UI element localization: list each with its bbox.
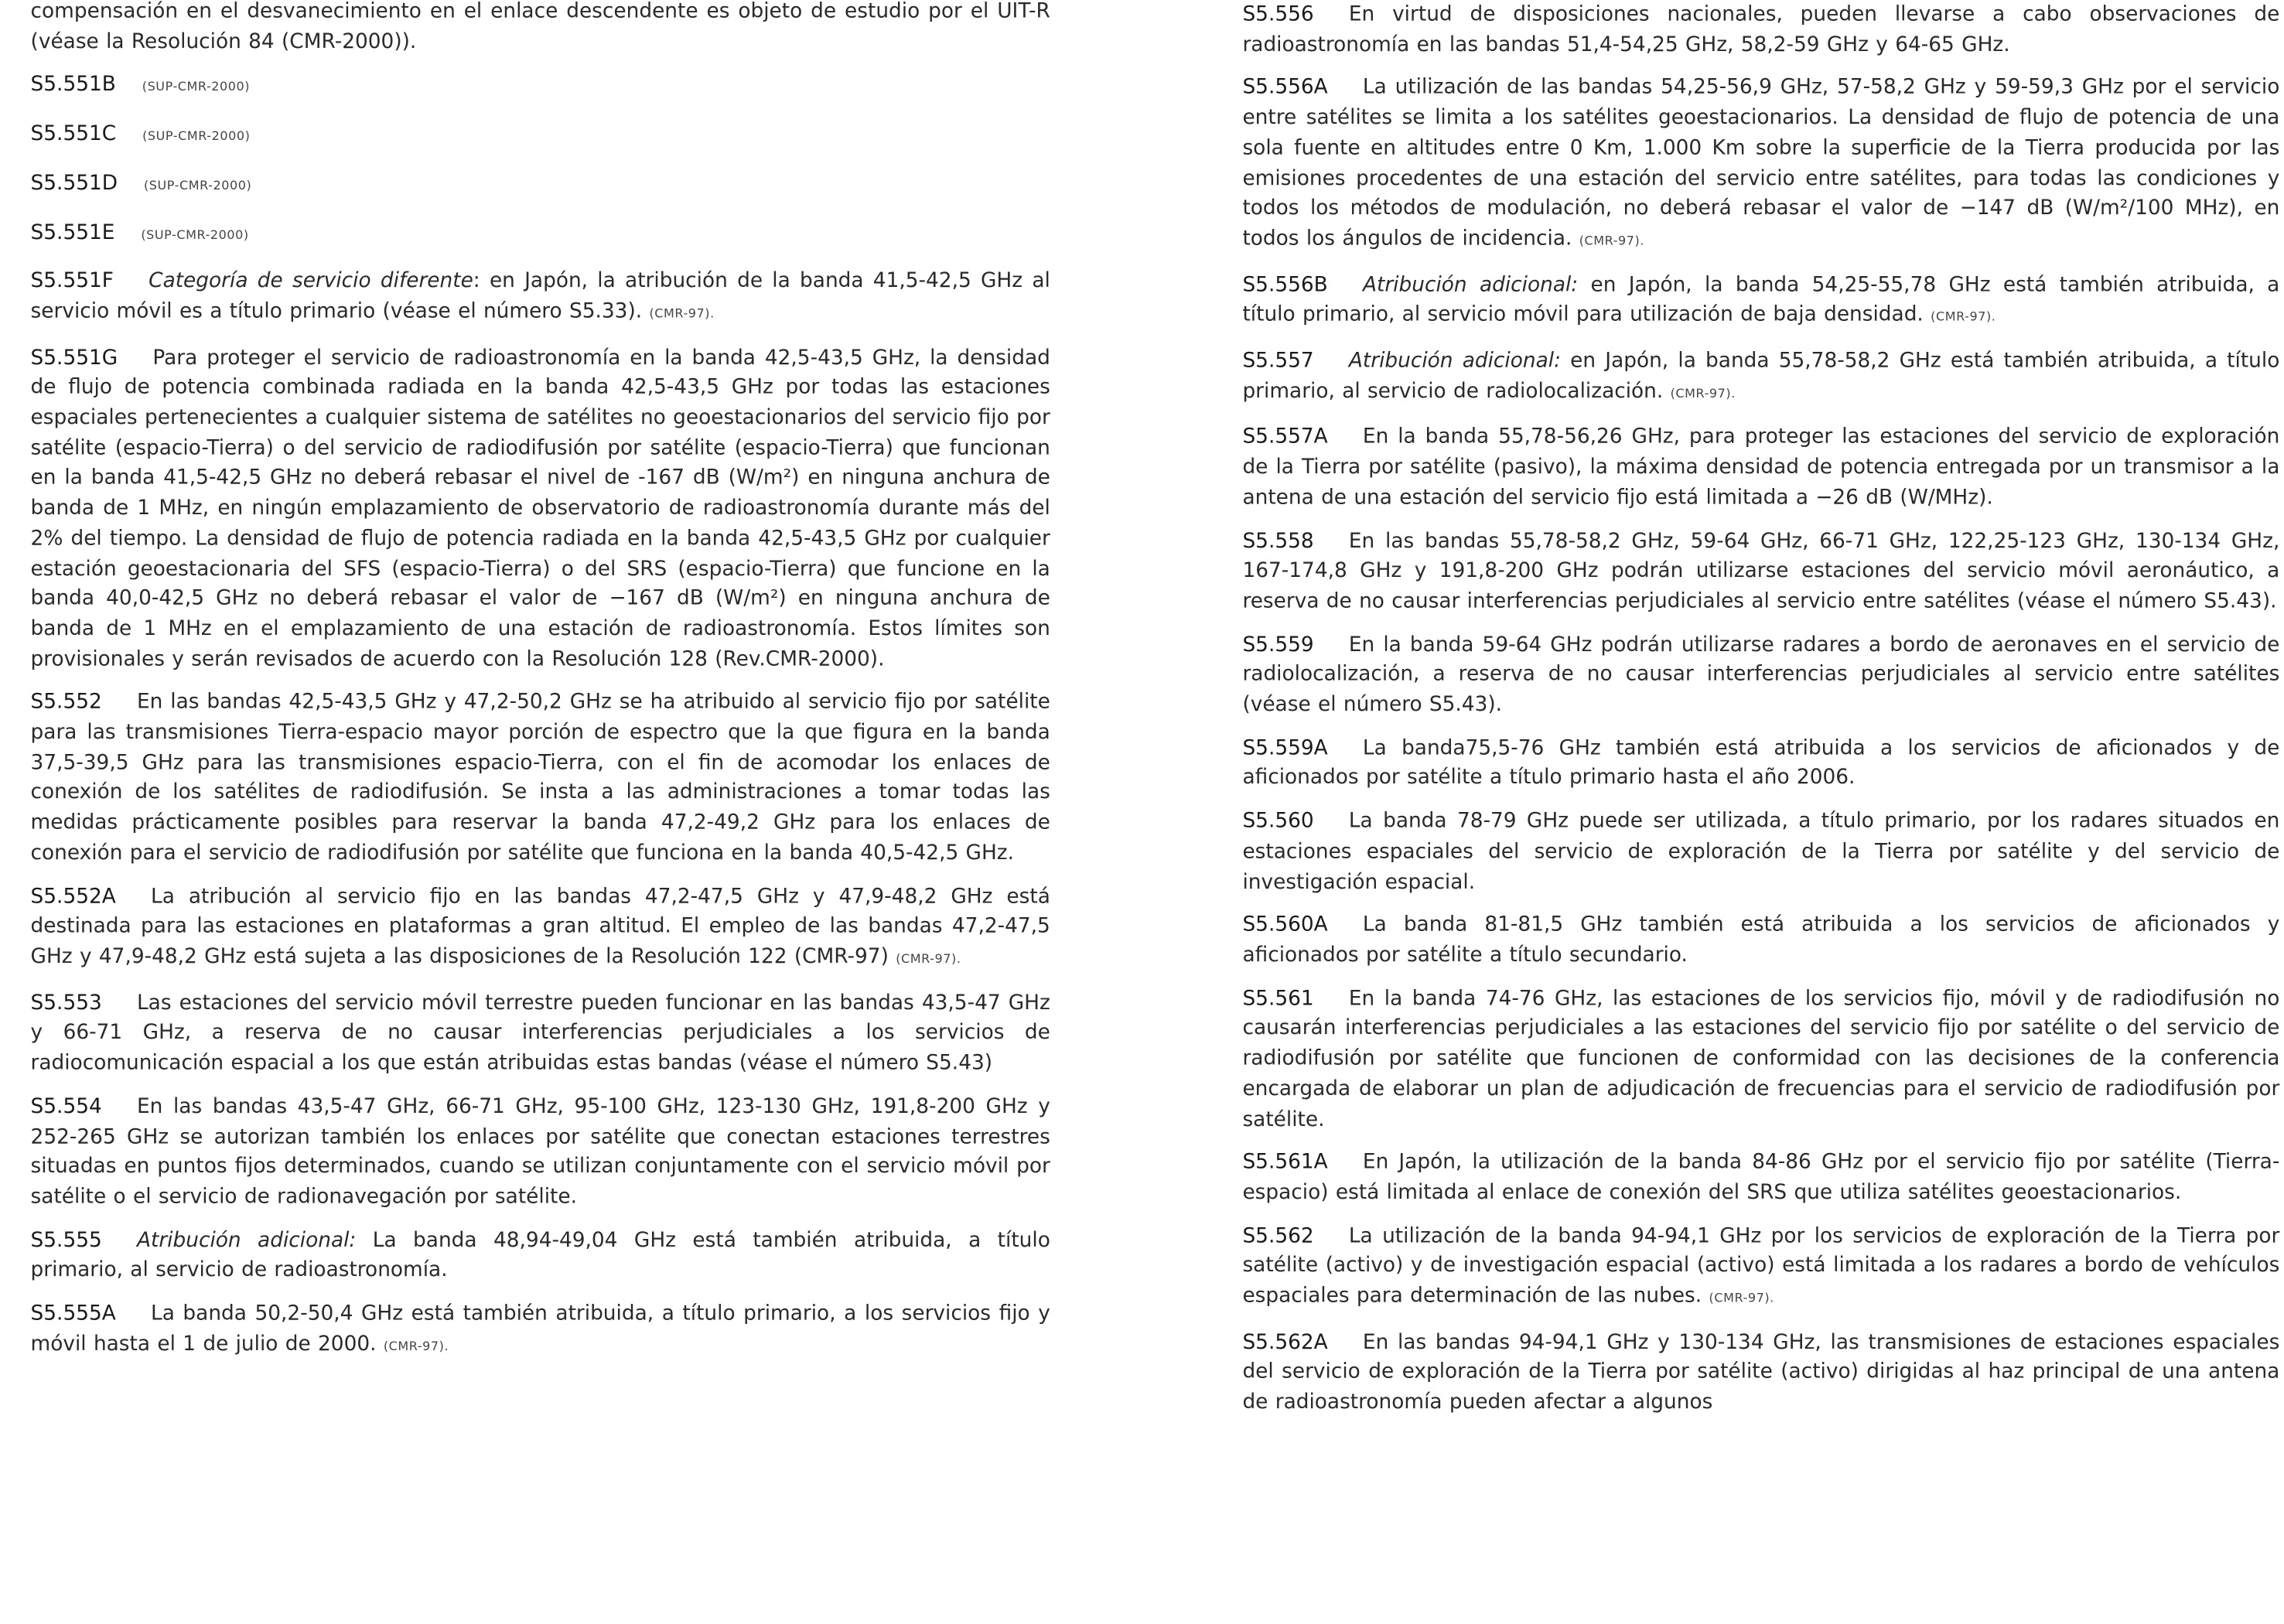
provision-number: S5.551B	[30, 73, 116, 97]
provision-number: S5.555	[30, 1228, 102, 1252]
provision-paragraph	[31, 882, 1050, 975]
provision-number: S5.551C	[30, 122, 117, 146]
provision-category: Categoría de servicio diferente	[149, 269, 473, 293]
revision-note: (CMR-97).	[649, 307, 715, 322]
provision-number: S5.557A	[1242, 425, 1328, 449]
right-paragraph-list	[1242, 0, 2279, 1418]
provision-number: S5.562A	[1242, 1330, 1328, 1354]
continued-paragraph: compensación en el desvanecimiento en el enlace descendente es objeto de estudio por el UIT-R (véase la Resolución 84 (CMR-2000)).	[30, 0, 1050, 54]
provision-paragraph	[1242, 807, 2279, 898]
left-column	[31, 0, 1050, 1376]
provision-paragraph	[31, 988, 1050, 1079]
provision-text: en Japón, la banda 55,78-58,2 GHz está también atribuida, a título primario, al servicio de radiolocalización.	[1242, 350, 2280, 404]
provision-text: : en Japón, la atribución de la banda 41,5-42,5 GHz al servicio móvil es a título primario (véase el número S5.33).	[30, 269, 1050, 323]
revision-note: (CMR-97).	[1670, 387, 1736, 402]
provision-number: S5.558	[1242, 529, 1314, 553]
revision-note: (CMR-97).	[1709, 1291, 1774, 1307]
provision-text: En la banda 55,78-56,26 GHz, para proteger las estaciones del servicio de exploración de la Tierra por satélite (pasivo), la máxima densidad de potencia entregada por un transmisor a la antena de una estación del servicio fijo está limitada a −26 dB (W/MHz).	[1242, 425, 2280, 510]
provision-paragraph	[1242, 0, 2279, 60]
provision-paragraph	[1242, 423, 2279, 513]
deleted-provision	[31, 169, 1050, 202]
provision-paragraph	[31, 267, 1050, 330]
provision-number: S5.556A	[1242, 76, 1328, 100]
provision-number: S5.555A	[30, 1302, 116, 1325]
provision-number: S5.562	[1242, 1224, 1314, 1248]
right-column	[1242, 0, 2279, 1431]
provision-number: S5.551E	[30, 220, 115, 244]
provision-paragraph	[1242, 73, 2279, 258]
provision-number: S5.551G	[30, 346, 118, 370]
revision-note: (SUP-CMR-2000)	[142, 80, 251, 96]
provision-text: en Japón, la banda 54,25-55,78 GHz está también atribuida, a título primario, al servicio móvil para utilización de baja densidad.	[1242, 273, 2280, 327]
provision-number: S5.561A	[1242, 1151, 1328, 1175]
provision-number: S5.559	[1242, 633, 1314, 657]
provision-text: La banda 50,2-50,4 GHz está también atribuida, a título primario, a los servicios fijo y móvil hasta el 1 de julio de 2000.	[30, 1302, 1050, 1356]
provision-number: S5.551D	[30, 171, 118, 196]
provision-number: S5.554	[30, 1094, 102, 1118]
provision-paragraph	[1242, 1328, 2279, 1418]
provision-paragraph	[31, 1299, 1050, 1363]
provision-text: En las bandas 94-94,1 GHz y 130-134 GHz, las transmisiones de estaciones espaciales del servicio de exploración de la Tierra por satélite (activo) dirigidas al haz principal de una antena de radioastronomía pueden afectar a algunos	[1242, 1330, 2280, 1414]
revision-note: (CMR-97).	[383, 1339, 449, 1354]
provision-paragraph	[31, 1226, 1050, 1286]
provision-text: En la banda 74-76 GHz, las estaciones de los servicios fijo, móvil y de radiodifusión no causarán interferencias perjudiciales a las estaciones del servicio fijo por satélite o del servicio de radiodifusión por satélite que funcionen de conformidad con las decisiones de la conferencia encargada de elaborar un plan de adjudicación de frecuencias para el servicio de radiodifusión por satélite.	[1242, 987, 2280, 1131]
provision-paragraph	[1242, 1221, 2279, 1315]
provision-paragraph	[1242, 1148, 2279, 1208]
provision-text: La banda75,5-76 GHz también está atribuida a los servicios de aficionados y de aficionados por satélite a título primario hasta el año 2006.	[1242, 736, 2280, 790]
revision-note: (SUP-CMR-2000)	[142, 129, 251, 145]
deleted-items-list	[31, 70, 1050, 251]
provision-text: La banda 78-79 GHz puede ser utilizada, a título primario, por los radares situados en estaciones espaciales del servicio de exploración de la Tierra por satélite y del servicio de investigación espacial.	[1242, 810, 2280, 894]
provision-category: Atribución adicional:	[136, 1228, 357, 1252]
provision-paragraph	[31, 1092, 1050, 1213]
provision-text: La banda 81-81,5 GHz también está atribuida a los servicios de aficionados y aficionados por satélite a título secundario.	[1242, 913, 2280, 967]
provision-number: S5.556B	[1242, 273, 1328, 297]
provision-category: Atribución adicional:	[1362, 273, 1579, 297]
revision-note: (SUP-CMR-2000)	[143, 179, 252, 194]
provision-paragraph	[1242, 346, 2279, 410]
provision-paragraph	[1242, 271, 2279, 334]
provision-paragraph	[31, 343, 1050, 675]
provision-number: S5.560	[1242, 810, 1314, 834]
provision-paragraph	[1242, 984, 2279, 1135]
deleted-provision	[31, 120, 1050, 153]
provision-text: En Japón, la utilización de la banda 84-86 GHz por el servicio fijo por satélite (Tierra-espacio) está limitada al enlace de conexión del SRS que utiliza satélites geoestacionarios.	[1242, 1151, 2280, 1205]
provision-text: En las bandas 42,5-43,5 GHz y 47,2-50,2 GHz se ha atribuido al servicio fijo por satélite para las transmisiones Tierra-espacio mayor porción de espectro que la que figura en la banda 37,5-39,5 GHz para las transmisiones espacio-Tierra, con el fin de acomodar los enlaces de conexión de los satélites de radiodifusión. Se insta a las administraciones a tomar todas las medidas prácticamente posibles para reservar la banda 47,2-49,2 GHz para los enlaces de conexión para el servicio de radiodifusión por satélite que funciona en la banda 40,5-42,5 GHz.	[30, 691, 1050, 865]
provision-paragraph	[1242, 527, 2279, 617]
provision-number: S5.553	[30, 991, 102, 1015]
provision-text: Las estaciones del servicio móvil terrestre pueden funcionar en las bandas 43,5-47 GHz y 66-71 GHz, a reserva de no causar interferencias perjudiciales a los servicios de radiocomunicación espacial a los que están atribuidas estas bandas (véase el número S5.43)	[30, 991, 1050, 1076]
provision-text: La banda 48,94-49,04 GHz está también atribuida, a título primario, al servicio de radioastronomía.	[30, 1228, 1050, 1282]
deleted-provision	[31, 70, 1050, 104]
provision-text: La utilización de las bandas 54,25-56,9 GHz, 57-58,2 GHz y 59-59,3 GHz por el servicio entre satélites se limita a los satélites geoestacionarios. La densidad de flujo de potencia de una sola fuente en altitudes entre 0 Km, 1.000 Km sobre la superficie de la Tierra producida por las emisiones procedentes de una estación del servicio entre satélites, para todas las condiciones y todos los métodos de modulación, no deberá rebasar el valor de −147 dB (W/m²/100 MHz), en todos los ángulos de incidencia.	[1242, 76, 2280, 251]
provision-paragraph	[1242, 734, 2279, 794]
provision-number: S5.556	[1242, 2, 1314, 26]
provision-number: S5.561	[1242, 987, 1314, 1011]
provision-text: En la banda 59-64 GHz podrán utilizarse radares a bordo de aeronaves en el servicio de radiolocalización, a reserva de no causar interferencias perjudiciales al servicio entre satélites (véase el número S5.43).	[1242, 633, 2280, 717]
provision-text: En virtud de disposiciones nacionales, pueden llevarse a cabo observaciones de radioastronomía en las bandas 51,4-54,25 GHz, 58,2-59 GHz y 64-65 GHz.	[1242, 2, 2280, 56]
provision-paragraph	[1242, 630, 2279, 721]
provision-category: Atribución adicional:	[1348, 350, 1561, 374]
provision-number: S5.551F	[30, 269, 114, 293]
provision-text: Para proteger el servicio de radioastronomía en la banda 42,5-43,5 GHz, la densidad de flujo de potencia combinada radiada en la banda 42,5-43,5 GHz por todas las estaciones espaciales pertenecientes a cualquier sistema de satélites no geoestacionarios del servicio fijo por satélite (espacio-Tierra) o del servicio de radiodifusión por satélite (espacio-Tierra) que funcionan en la banda 41,5-42,5 GHz no deberá rebasar el nivel de -167 dB (W/m²) en ninguna anchura de banda de 1 MHz, en ningún emplazamiento de observatorio de radioastronomía durante más del 2% del tiempo. La densidad de flujo de potencia radiada en la banda 42,5-43,5 GHz por cualquier estación geoestacionaria del SFS (espacio-Tierra) o del SRS (espacio-Tierra) que funcione en la banda 40,0-42,5 GHz no deberá rebasar el valor de −167 dB (W/m²) en ninguna anchura de banda de 1 MHz en el emplazamiento de una estación de radioastronomía. Estos límites son provisionales y serán revisados de acuerdo con la Resolución 128 (Rev.CMR-2000).	[30, 346, 1050, 671]
provision-text: En las bandas 55,78-58,2 GHz, 59-64 GHz, 66-71 GHz, 122,25-123 GHz, 130-134 GHz, 167-174,8 GHz y 191,8-200 GHz podrán utilizarse estaciones del servicio móvil aeronáutico, a reserva de no causar interferencias perjudiciales al servicio entre satélites (véase el número S5.43).	[1242, 529, 2280, 613]
provision-number: S5.552A	[30, 885, 116, 909]
revision-note: (CMR-97).	[1931, 310, 1996, 326]
revision-note: (CMR-97).	[1579, 234, 1644, 249]
provision-number: S5.559A	[1242, 736, 1328, 760]
provision-number: S5.560A	[1242, 913, 1328, 937]
revision-note: (CMR-97).	[896, 952, 961, 967]
provision-number: S5.557	[1242, 350, 1314, 374]
provision-text: La atribución al servicio fijo en las bandas 47,2-47,5 GHz y 47,9-48,2 GHz está destinada para las estaciones en plataformas a gran altitud. El empleo de las bandas 47,2-47,5 GHz y 47,9-48,2 GHz está sujeta a las disposiciones de la Resolución 122 (CMR-97)	[30, 885, 1050, 969]
left-paragraph-list	[31, 267, 1050, 1363]
provision-paragraph	[31, 688, 1050, 869]
provision-text: La utilización de la banda 94-94,1 GHz por los servicios de exploración de la Tierra por satélite (activo) y de investigación espacial (activo) está limitada a los radares a bordo de vehículos espaciales para determinación de las nubes.	[1242, 1224, 2280, 1308]
revision-note: (SUP-CMR-2000)	[141, 227, 249, 243]
provision-number: S5.552	[30, 691, 102, 715]
provision-paragraph	[1242, 911, 2279, 971]
deleted-provision	[31, 218, 1050, 251]
provision-text: En las bandas 43,5-47 GHz, 66-71 GHz, 95-100 GHz, 123-130 GHz, 191,8-200 GHz y 252-265 GHz se autorizan también los enlaces por satélite que conectan estaciones terrestres situadas en puntos fijos determinados, cuando se utilizan conjuntamente con el servicio móvil por satélite o el servicio de radionavegación por satélite.	[30, 1094, 1050, 1209]
